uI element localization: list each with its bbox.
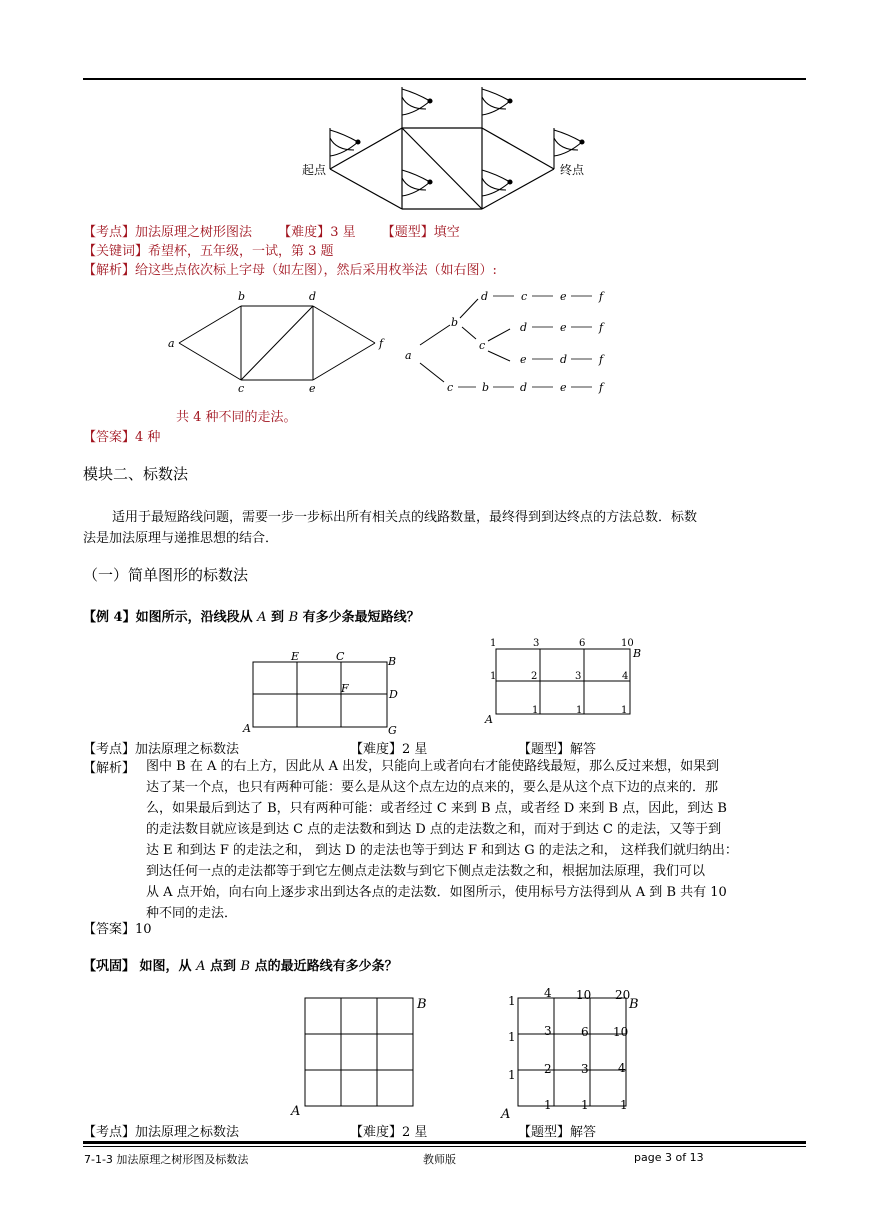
node-label-d: d <box>309 290 317 303</box>
gonggu-nandu: 【难度】2 星 <box>350 1125 428 1140</box>
gonggu-question: 【巩固】 如图，从 A 点到 B 点的最近路线有多少条？ <box>83 959 398 974</box>
route-figure-with-flags <box>290 84 590 214</box>
tree-r2-f: f <box>599 321 604 334</box>
num-mid-2: 3 <box>575 671 582 682</box>
num-grid-B: B <box>633 647 642 660</box>
tree-r4-d: d <box>520 381 528 394</box>
analysis-line: 达 E 和到达 F 的走法之和， 到达 D 的走法也等于到达 F 和到达 G 的走法之和， 这样我们就归纳出： <box>146 843 738 858</box>
tree-r4-e: e <box>560 381 567 394</box>
example4-answer: 【答案】10 <box>83 922 152 937</box>
g-r4-0: 1 <box>544 1098 552 1112</box>
tree-r3-e: e <box>520 353 527 366</box>
tree-c: c <box>479 339 486 352</box>
total-note: 共 4 种不同的走法。 <box>176 410 297 425</box>
g-grid-A: A <box>501 1107 511 1122</box>
g-r2-1: 6 <box>581 1025 589 1039</box>
example4-number-grid <box>482 636 662 731</box>
node-label-f: f <box>379 337 384 350</box>
example4-tixing: 【题型】解答 <box>518 742 597 757</box>
footer-right: page 3 of 13 <box>634 1151 704 1164</box>
start-label: 起点 <box>302 163 327 177</box>
g-r2-0: 3 <box>544 1024 552 1038</box>
num-mid-0: 1 <box>490 671 497 682</box>
tree-r3-f: f <box>599 353 604 366</box>
tree-r2-d: d <box>520 321 528 334</box>
num-mid-3: 4 <box>622 671 629 682</box>
g-top-2: 20 <box>615 988 631 1002</box>
grid-label-E: E <box>291 650 300 663</box>
example4-analysis-tag: 【解析】 <box>83 761 136 776</box>
g-left-2: 1 <box>508 1068 516 1082</box>
footer-center: 教师版 <box>423 1153 456 1166</box>
node-label-a: a <box>168 337 175 350</box>
analysis-line: 从 A 点开始，向右向上逐步求出到达各点的走法数．如图所示，使用标号方法得到从 A 到 B 共有 10 <box>146 885 727 900</box>
gonggu-tixing: 【题型】解答 <box>518 1125 597 1140</box>
grid-label-F: F <box>341 682 349 695</box>
header-rule <box>83 78 806 80</box>
g-left-1: 1 <box>508 1030 516 1044</box>
tree-r3-d: d <box>560 353 568 366</box>
tree-b: b <box>451 316 459 329</box>
example4-question: 【例 4】如图所示，沿线段从 A 到 B 有多少条最短路线？ <box>83 610 420 625</box>
tree-r1-f: f <box>599 290 604 303</box>
analysis-line-1: 【解析】给这些点依次标上字母（如左图），然后采用枚举法（如右图）: <box>83 263 497 278</box>
kaodian-line-1: 【考点】加法原理之树形图法 【难度】3 星 【题型】填空 <box>83 225 460 240</box>
example4-analysis <box>146 756 808 924</box>
end-label: 终点 <box>560 163 585 177</box>
tree-a: a <box>405 349 412 362</box>
module2-intro-2: 法是加法原理与递推思想的结合． <box>83 531 279 546</box>
analysis-line: 图中 B 在 A 的右上方，因此从 A 出发，只能向上或者向右才能使路线最短，那么反过来想，如果到 <box>146 759 720 774</box>
gonggu-kaodian: 【考点】加法原理之标数法 <box>83 1125 240 1140</box>
node-label-c: c <box>238 382 245 395</box>
num-top-2: 6 <box>579 638 586 649</box>
g-r4-2: 1 <box>620 1098 628 1112</box>
tree-r4-f: f <box>599 381 604 394</box>
grid-label-D: D <box>389 688 398 701</box>
grid-label-A: A <box>243 722 251 735</box>
g-r3-2: 4 <box>618 1061 626 1075</box>
analysis-line: 么，如果最后到达了 B，只有两种可能：或者经过 C 来到 B 点，或者经 D 来到 B 点，因此，到达 B <box>146 801 727 816</box>
example4-kaodian: 【考点】加法原理之标数法 <box>83 742 240 757</box>
analysis-line: 的走法数目就应该是到达 C 点的走法数和到达 D 点的走法数之和，而对于到达 C 的走法，又等于到 <box>146 822 722 837</box>
num-bot-0: 1 <box>532 705 539 716</box>
grid-label-C: C <box>336 650 345 663</box>
g-top-0: 4 <box>544 986 552 1000</box>
g-r3-1: 3 <box>581 1062 589 1076</box>
g-r4-1: 1 <box>581 1098 589 1112</box>
g-left-0: 1 <box>508 994 516 1008</box>
example4-nandu: 【难度】2 星 <box>350 742 428 757</box>
num-top-3: 10 <box>621 638 634 649</box>
gonggu-grid <box>285 992 435 1122</box>
g-r3-0: 2 <box>544 1062 552 1076</box>
num-mid-1: 2 <box>531 671 538 682</box>
analysis-line: 到达任何一点的走法都等于到它左侧点走法数与到它下侧点走法数之和，根据加法原理，我们可以 <box>146 864 706 879</box>
num-top-0: 1 <box>490 638 497 649</box>
example4-letter-grid <box>240 648 410 738</box>
grid-label-B: B <box>388 655 397 668</box>
grid-label-G: G <box>388 724 397 737</box>
g-top-1: 10 <box>576 988 592 1002</box>
analysis-line: 种不同的走法． <box>146 906 238 921</box>
section1-title: （一）简单图形的标数法 <box>83 566 249 584</box>
num-bot-2: 1 <box>621 705 628 716</box>
tree-r1-c: c <box>521 290 528 303</box>
g-grid-B: B <box>629 997 639 1012</box>
node-label-b: b <box>238 290 246 303</box>
keyword-line: 【关键词】希望杯，五年级，一试，第 3 题 <box>83 244 334 259</box>
tree-r1-e: e <box>560 290 567 303</box>
gonggu-grid-B: B <box>417 997 427 1012</box>
tree-r2-e: e <box>560 321 567 334</box>
num-grid-A: A <box>485 713 493 726</box>
tree-r4-c: c <box>447 381 454 394</box>
analysis-line: 达了某一个点，也只有两种可能：要么是从这个点左边的点来的，要么是从这个点下边的点来的．那 <box>146 780 719 795</box>
gonggu-number-grid <box>498 985 658 1120</box>
num-top-1: 3 <box>533 638 540 649</box>
tree-r4-b: b <box>482 381 490 394</box>
enumeration-tree <box>400 285 620 400</box>
footer-rule-thin <box>83 1146 806 1147</box>
num-bot-1: 1 <box>576 705 583 716</box>
footer-left: 7-1-3 加法原理之树形图及标数法 <box>84 1153 249 1166</box>
tree-r1-d: d <box>481 290 489 303</box>
gonggu-grid-A: A <box>291 1104 301 1119</box>
answer-line-1: 【答案】4 种 <box>83 430 161 445</box>
node-label-e: e <box>309 382 316 395</box>
lettered-graph <box>165 288 395 398</box>
module2-title: 模块二、标数法 <box>83 465 189 483</box>
g-r2-2: 10 <box>613 1025 629 1039</box>
footer-rule-thick <box>83 1141 806 1144</box>
module2-intro-1: 适用于最短路线问题，需要一步一步标出所有相关点的线路数量，最终得到到达终点的方法总数．标数 <box>112 510 698 525</box>
